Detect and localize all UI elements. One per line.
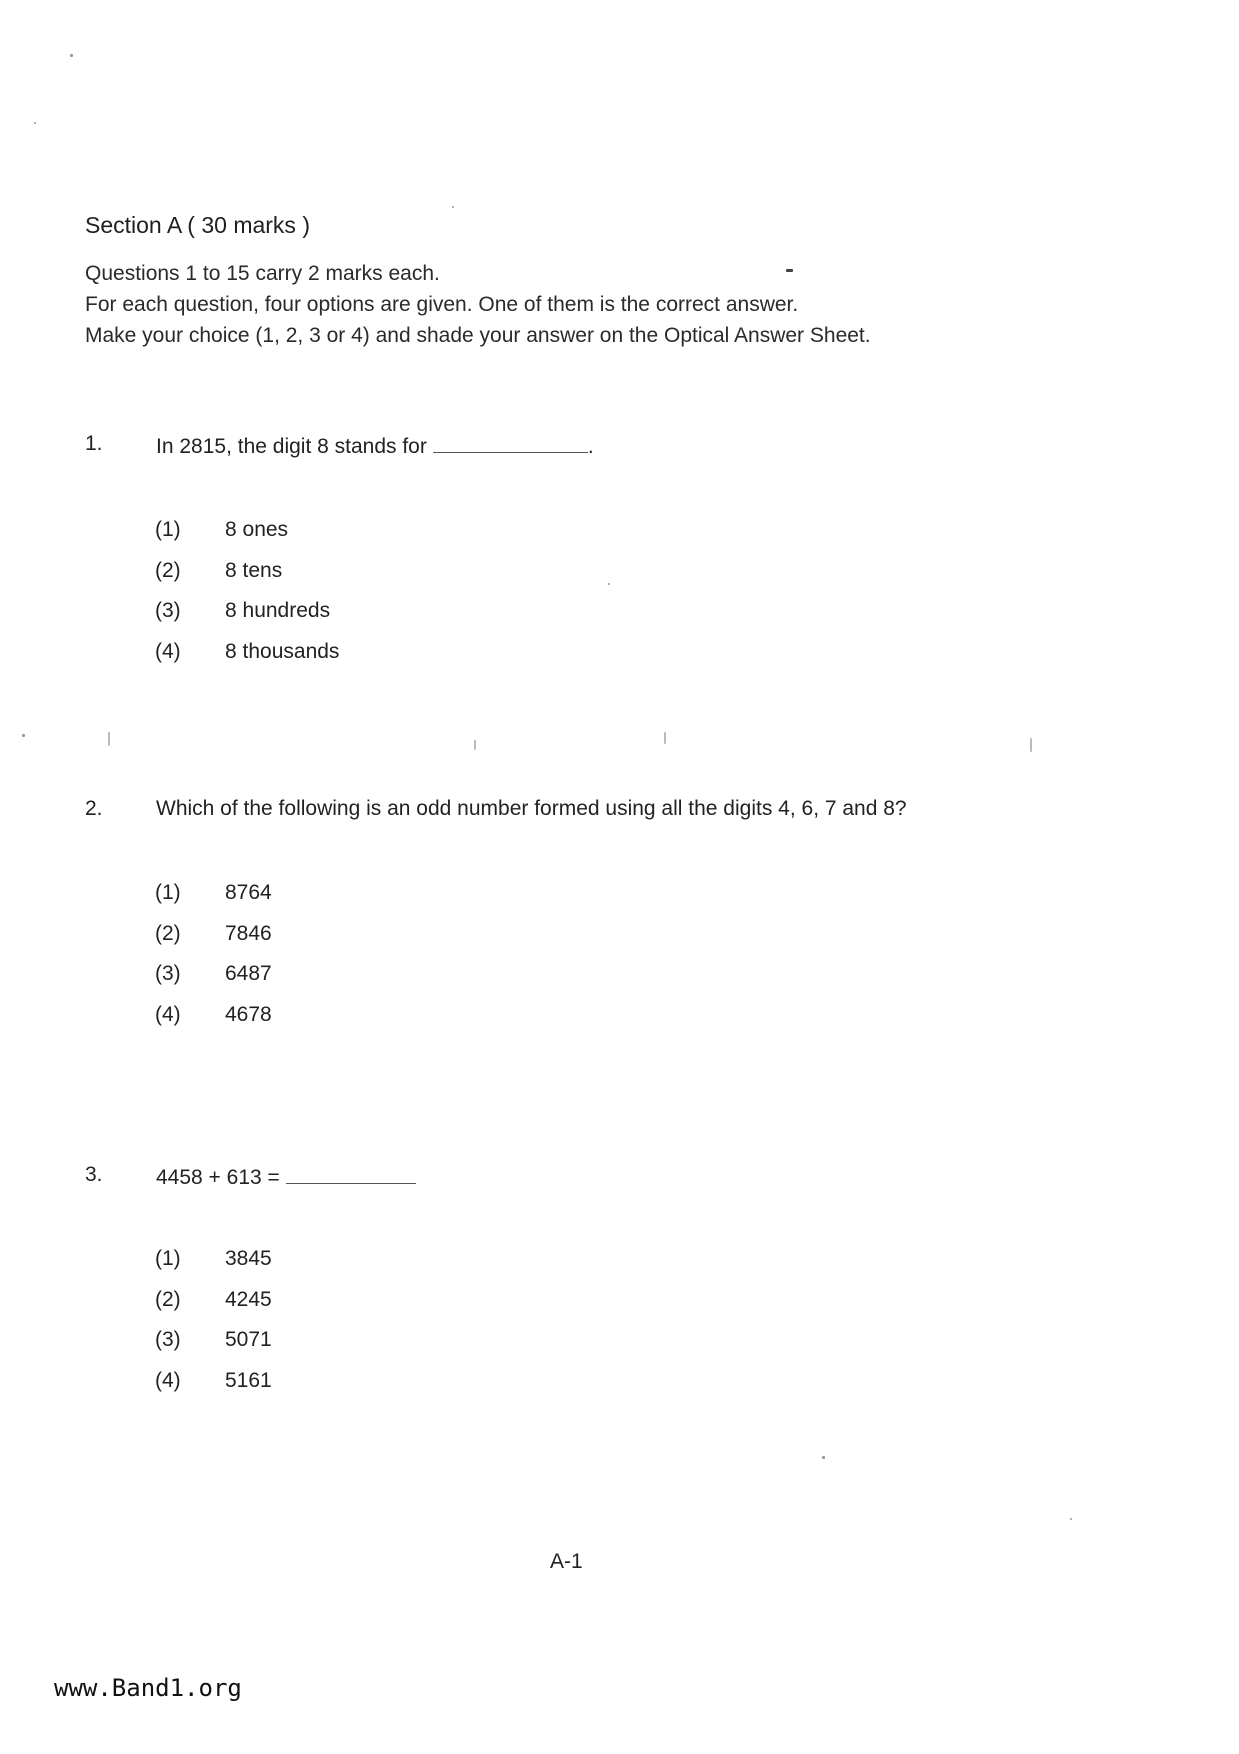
option-text: 8 hundreds [225, 599, 331, 622]
question-stem: 4458 + 613 = [156, 1166, 280, 1189]
option-label: (1) [155, 1247, 181, 1270]
question-number: 1. [85, 432, 103, 455]
option-label: (4) [155, 1002, 181, 1026]
option-label: (3) [155, 599, 181, 622]
option-text: 4245 [225, 1287, 272, 1311]
question-number: 3. [85, 1163, 103, 1186]
scan-speck [452, 206, 454, 208]
instructions [85, 258, 871, 351]
instruction-line: Make your choice (1, 2, 3 or 4) and shade your answer on the Optical Answer Sheet. [85, 324, 871, 347]
blank-suffix: . [587, 435, 594, 458]
option-text: 3845 [225, 1247, 272, 1270]
scan-speck [108, 732, 110, 746]
option-text: 8764 [225, 881, 272, 904]
answer-blank [433, 432, 588, 453]
scan-speck [664, 732, 666, 744]
question-number: 2. [85, 797, 103, 820]
instruction-line: For each question, four options are given. One of them is the correct answer. [85, 293, 799, 316]
question-stem: In 2815, the digit 8 stands for [156, 435, 427, 458]
option-label: (3) [155, 962, 181, 985]
option-label: (2) [155, 921, 181, 945]
scan-speck [1030, 738, 1032, 752]
answer-blank [286, 1163, 416, 1184]
question-2 [85, 797, 1185, 1026]
scan-speck [22, 734, 25, 737]
option-text: 5161 [225, 1368, 272, 1392]
option-text: 8 tens [225, 558, 283, 582]
option-label: (1) [155, 518, 181, 541]
option-text: 6487 [225, 962, 272, 985]
scan-speck [474, 740, 476, 750]
website-watermark: www.Band1.org [54, 1674, 242, 1702]
question-text [156, 1163, 416, 1190]
option-label: (2) [155, 1287, 181, 1311]
option-label: (4) [155, 1368, 181, 1392]
option-label: (2) [155, 558, 181, 582]
option-text: 7846 [225, 921, 272, 945]
option-text: 8 ones [225, 518, 289, 541]
option-label: (3) [155, 1328, 181, 1351]
scan-speck [822, 1456, 825, 1459]
page-number: A-1 [550, 1550, 583, 1573]
instruction-line: Questions 1 to 15 carry 2 marks each. [85, 262, 440, 285]
scan-speck [34, 122, 36, 124]
question-3 [85, 1163, 1185, 1392]
option-text: 5071 [225, 1328, 272, 1351]
section-title: Section A ( 30 marks ) [85, 212, 310, 238]
option-label: (1) [155, 881, 181, 904]
question-text: Which of the following is an odd number formed using all the digits 4, 6, 7 and 8? [156, 797, 907, 820]
scan-speck [1070, 1518, 1072, 1520]
option-text: 4678 [225, 1002, 272, 1026]
question-1 [85, 432, 1185, 663]
scan-speck [608, 583, 610, 585]
scan-speck [70, 54, 73, 57]
option-label: (4) [155, 639, 181, 663]
question-text [156, 432, 594, 459]
option-text: 8 thousands [225, 639, 340, 663]
